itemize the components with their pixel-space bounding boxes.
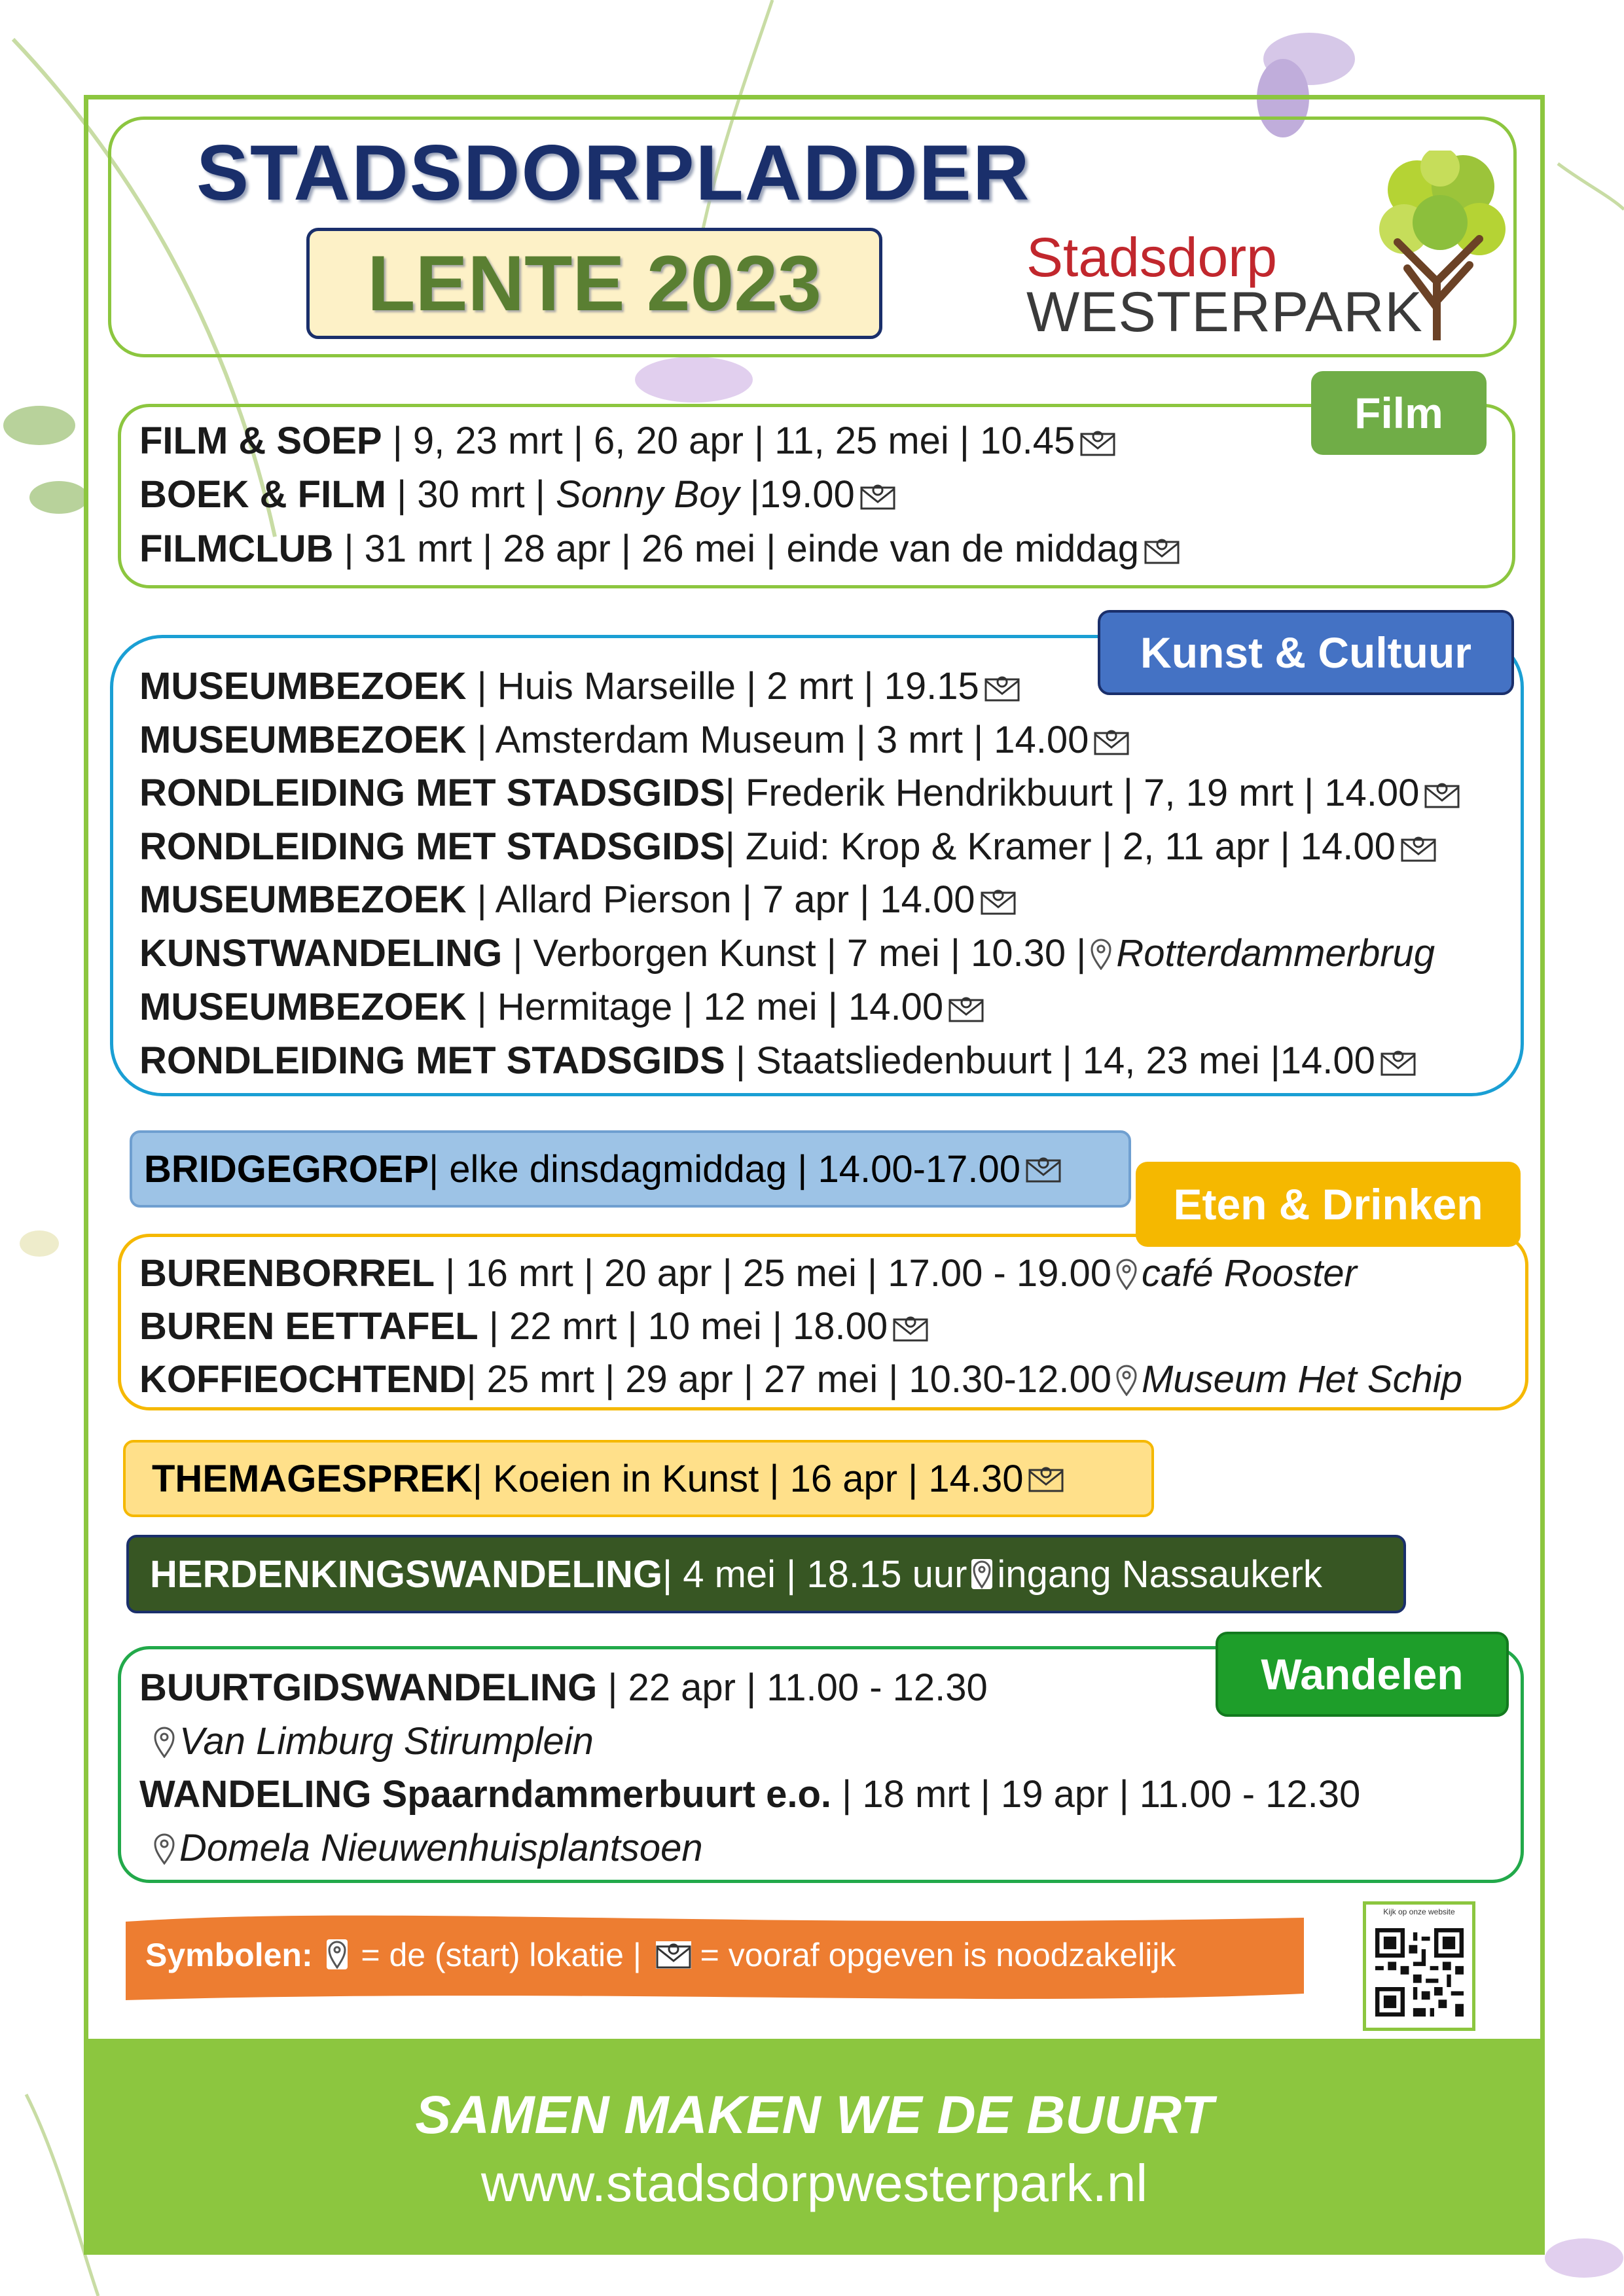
list-item: BUREN EETTAFEL | 22 mrt | 10 mei | 18.00 bbox=[139, 1304, 928, 1348]
mail-icon bbox=[1144, 537, 1180, 564]
location-pin-icon bbox=[1115, 1259, 1138, 1290]
qr-code-icon bbox=[1375, 1928, 1464, 2017]
season-badge: LENTE 2023 bbox=[306, 228, 882, 339]
tag-wandelen: Wandelen bbox=[1216, 1632, 1509, 1717]
herdenking-bar: HERDENKINGSWANDELING | 4 mei | 18.15 uur ingang Nassaukerk bbox=[126, 1535, 1406, 1613]
tag-eten-drinken: Eten & Drinken bbox=[1136, 1162, 1521, 1247]
mail-icon bbox=[1028, 1465, 1064, 1492]
list-item: WANDELING Spaarndammerbuurt e.o. | 18 mrt | 19 apr | 11.00 - 12.30 bbox=[139, 1773, 1361, 1816]
tag-kunst-cultuur: Kunst & Cultuur bbox=[1098, 610, 1514, 695]
mail-icon bbox=[984, 674, 1020, 702]
mail-icon bbox=[1401, 834, 1436, 862]
symbols-legend: Symbolen: = de (start) lokatie | = vooraf opgeven is noodzakelijk bbox=[145, 1937, 1176, 1973]
location-pin-icon bbox=[326, 1939, 348, 1970]
list-item: MUSEUMBEZOEK | Hermitage | 12 mei | 14.00 bbox=[139, 985, 984, 1029]
location-pin-icon bbox=[153, 1727, 175, 1758]
mail-icon bbox=[1380, 1049, 1416, 1076]
list-item: BUURTGIDSWANDELING | 22 apr | 11.00 - 12.30 bbox=[139, 1666, 988, 1709]
list-item: RONDLEIDING MET STADSGIDS| Frederik Hendrikbuurt | 7, 19 mrt | 14.00 bbox=[139, 771, 1460, 815]
list-item: RONDLEIDING MET STADSGIDS | Staatsliedenbuurt | 14, 23 mei |14.00 bbox=[139, 1039, 1416, 1083]
list-item: MUSEUMBEZOEK | Huis Marseille | 2 mrt | 19.15 bbox=[139, 664, 1020, 708]
mail-icon bbox=[1094, 728, 1129, 755]
mail-icon bbox=[1080, 429, 1115, 456]
list-item: RONDLEIDING MET STADSGIDS| Zuid: Krop & Kramer | 2, 11 apr | 14.00 bbox=[139, 825, 1436, 869]
list-item-location: Van Limburg Stirumplein bbox=[149, 1719, 594, 1763]
location-pin-icon bbox=[1090, 939, 1112, 970]
qr-code-box[interactable] bbox=[1363, 1901, 1475, 2031]
list-item: FILM & SOEP | 9, 23 mrt | 6, 20 apr | 11, 25 mei | 10.45 bbox=[139, 419, 1115, 463]
mail-icon bbox=[981, 888, 1016, 915]
qr-caption: Kijk op onze website bbox=[1383, 1907, 1455, 1916]
tag-film: Film bbox=[1311, 371, 1487, 455]
location-pin-icon bbox=[1115, 1365, 1138, 1396]
footer-band bbox=[84, 2039, 1545, 2255]
logo-text-bottom: WESTERPARK bbox=[1026, 281, 1423, 344]
footer-slogan: SAMEN MAKEN WE DE BUURT bbox=[415, 2085, 1214, 2145]
list-item: MUSEUMBEZOEK | Amsterdam Museum | 3 mrt | 14.00 bbox=[139, 718, 1129, 762]
tree-logo-icon bbox=[1371, 151, 1509, 340]
page-title: STADSDORPLADDER bbox=[196, 129, 1031, 217]
bridge-bar: BRIDGEGROEP | elke dinsdagmiddag | 14.00-17.00 bbox=[130, 1130, 1131, 1208]
footer-website-link[interactable]: www.stadsdorpwesterpark.nl bbox=[480, 2154, 1148, 2212]
themagesprek-bar: THEMAGESPREK | Koeien in Kunst | 16 apr | 14.30 bbox=[123, 1440, 1154, 1517]
mail-icon bbox=[1026, 1155, 1061, 1183]
list-item: KUNSTWANDELING | Verborgen Kunst | 7 mei | 10.30 | Rotterdammerbrug bbox=[139, 932, 1435, 975]
location-pin-icon bbox=[153, 1833, 175, 1865]
mail-icon bbox=[860, 482, 895, 510]
list-item: BURENBORREL | 16 mrt | 20 apr | 25 mei | 17.00 - 19.00 café Rooster bbox=[139, 1252, 1357, 1295]
list-item: FILMCLUB | 31 mrt | 28 apr | 26 mei | einde van de middag bbox=[139, 527, 1180, 571]
mail-icon bbox=[656, 1941, 691, 1969]
list-item-location: Domela Nieuwenhuisplantsoen bbox=[149, 1826, 703, 1870]
mail-icon bbox=[893, 1314, 928, 1342]
mail-icon bbox=[948, 995, 984, 1022]
list-item: BOEK & FILM | 30 mrt | Sonny Boy |19.00 bbox=[139, 473, 895, 516]
list-item: KOFFIEOCHTEND| 25 mrt | 29 apr | 27 mei | 10.30-12.00 Museum Het Schip bbox=[139, 1358, 1462, 1401]
location-pin-icon bbox=[971, 1558, 993, 1590]
list-item: MUSEUMBEZOEK | Allard Pierson | 7 apr | 14.00 bbox=[139, 878, 1016, 922]
mail-icon bbox=[1424, 781, 1460, 808]
logo-text-top: Stadsdorp bbox=[1026, 226, 1277, 288]
